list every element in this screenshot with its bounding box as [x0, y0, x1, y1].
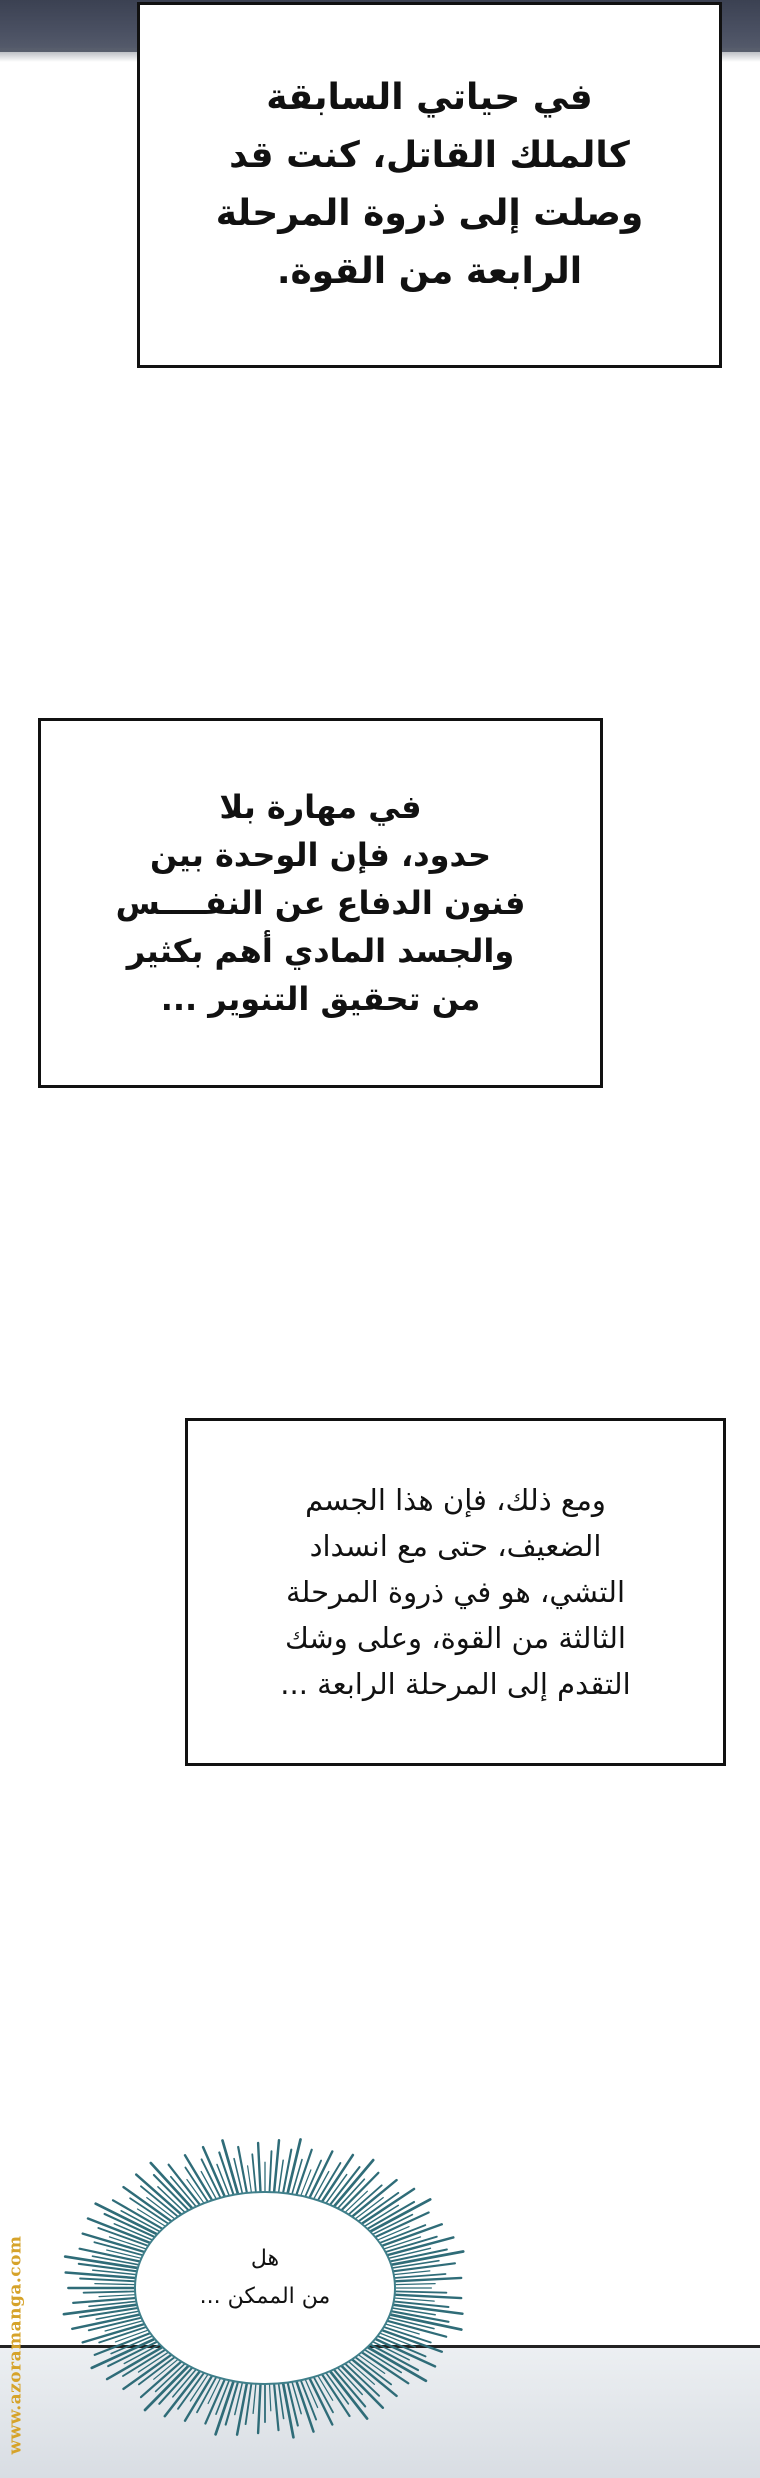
bubble-text: هل من الممكن ...	[199, 2246, 331, 2309]
burst-spike	[99, 2295, 135, 2297]
burst-spike	[274, 2384, 278, 2430]
burst-spike	[253, 2384, 256, 2414]
burst-speech-bubble	[40, 2118, 490, 2458]
burst-spike	[395, 2284, 435, 2285]
narration-text-1: في حياتي السابقة كالملك القاتل، كنت قد وصلت إلى ذروة المرحلة الرابعة من القوة.	[215, 77, 644, 292]
burst-spike	[270, 2151, 272, 2192]
burst-spike	[258, 2384, 260, 2433]
narration-box-1	[137, 2, 722, 368]
narration-box-2	[38, 718, 603, 1088]
watermark-text: www.azoramanga.com	[5, 2235, 26, 2455]
burst-spike	[84, 2291, 136, 2292]
narration-text-3: ومع ذلك، فإن هذا الجسم الضعيف، حتى مع انسداد التشي، هو في ذروة المرحلة الثالثة من القوة، وعلى وشك التقدم إلى المرحلة الرابعة ...	[280, 1483, 631, 1701]
burst-spike	[237, 2383, 247, 2435]
narration-text-2: في مهارة بلا حدود، فإن الوحدة بين فنون الدفاع عن النفــــس والجسد المادي أهم بكثير من تحقيق التنوير ...	[115, 788, 526, 1018]
burst-spike	[185, 2376, 212, 2421]
burst-spike	[395, 2291, 447, 2292]
burst-spike	[80, 2279, 135, 2282]
burst-spike	[274, 2140, 279, 2192]
burst-spike	[258, 2143, 260, 2192]
site-watermark	[0, 2215, 30, 2475]
burst-spike	[139, 2352, 169, 2372]
narration-box-3	[185, 1418, 726, 1766]
burst-spike	[283, 2383, 293, 2437]
burst-spike	[395, 2278, 462, 2281]
burst-spike	[238, 2147, 247, 2193]
burst-spike	[301, 2170, 311, 2196]
burst-spike	[252, 2154, 256, 2192]
burst-spike	[124, 2344, 160, 2363]
burst-spike	[394, 2274, 445, 2278]
burst-spike	[270, 2384, 271, 2411]
burst-spike	[147, 2198, 175, 2219]
burst-spike	[394, 2298, 434, 2301]
burst-spike	[95, 2284, 135, 2285]
burst-spike	[395, 2295, 462, 2298]
burst-spike	[349, 2185, 382, 2214]
burst-spike	[393, 2263, 455, 2271]
burst-spike	[338, 2368, 363, 2395]
burst-spike	[355, 2198, 383, 2219]
burst-spike	[349, 2362, 375, 2385]
burst-spike	[185, 2155, 212, 2200]
burst-spike	[248, 2166, 252, 2193]
burst-spike	[279, 2160, 284, 2192]
